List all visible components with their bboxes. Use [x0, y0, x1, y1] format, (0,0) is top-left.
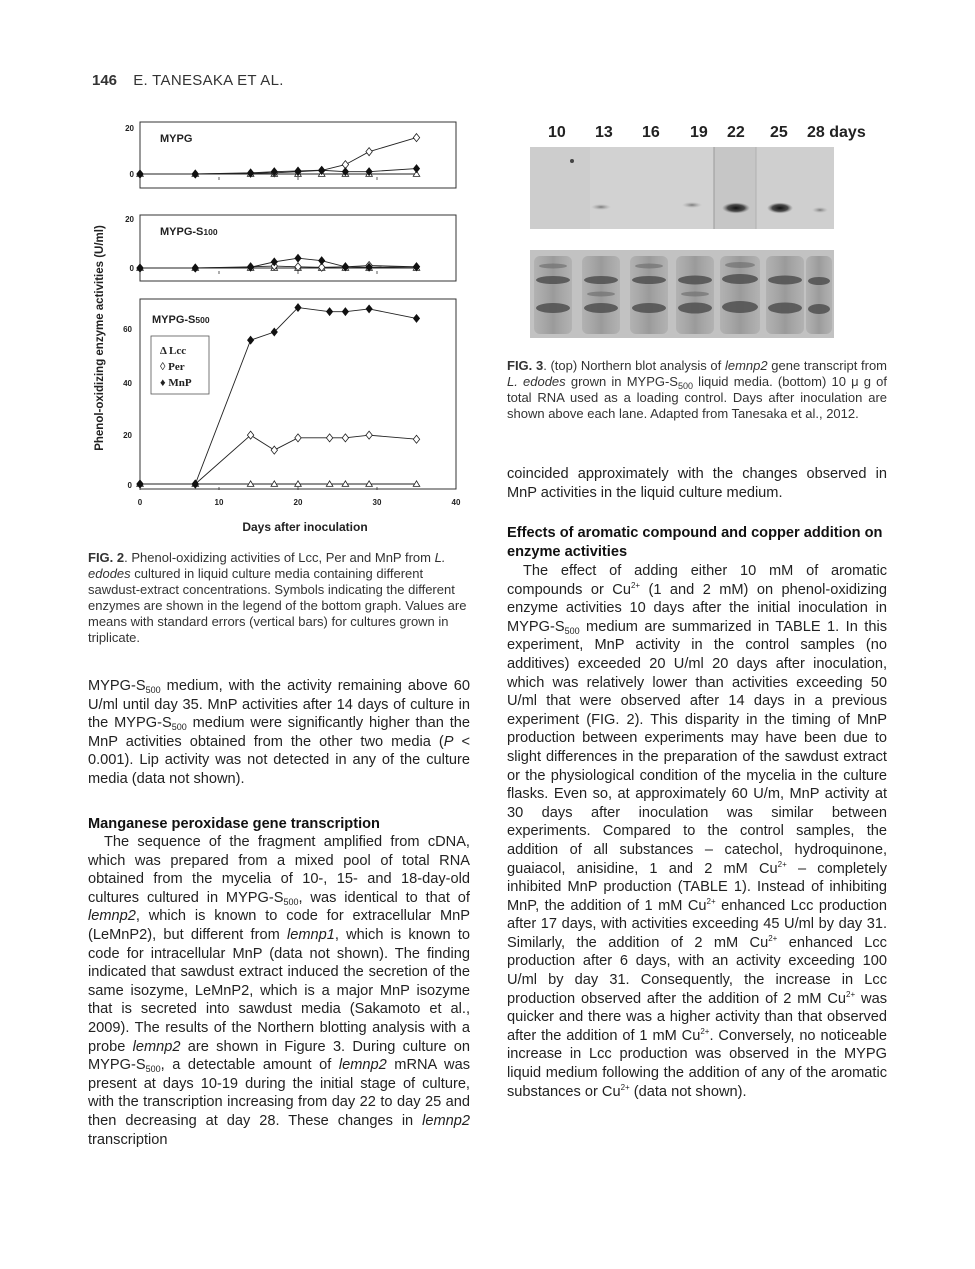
data-point-per	[366, 148, 372, 156]
data-point-per	[413, 134, 419, 142]
data-point-per	[413, 435, 419, 443]
data-point-per	[295, 434, 301, 442]
xtick-label: 20	[293, 498, 303, 507]
running-head-authors: E. TANESAKA ET AL.	[133, 72, 284, 89]
lane-label: 10	[548, 124, 566, 141]
fig2-xaxis	[138, 498, 461, 534]
data-point-mnp	[319, 257, 325, 265]
data-point-per	[342, 434, 348, 442]
fig2-panel-mypg-s500	[123, 299, 456, 490]
ytick-label: 60	[123, 325, 132, 334]
fig3-caption-label: FIG. 3	[507, 358, 544, 373]
fig2-panel-mypg	[125, 122, 456, 188]
heading-effects: Effects of aromatic compound and copper addition on enzyme activities	[507, 525, 883, 560]
series-line-mnp	[140, 308, 417, 484]
lane-label: 19	[690, 124, 708, 141]
data-point-mnp	[247, 336, 253, 344]
series-line-per	[140, 435, 417, 484]
xtick-label: 30	[372, 498, 382, 507]
lane-label: 13	[595, 124, 613, 141]
left-paragraph-1: MYPG-$S_{500}$ medium, with the activity remaining above 60 U/ml until day 35. MnP activities after 14 days of culture in the MYPG-$S_{500}$ medium were significantly higher than the MnP activities obtained from the other two media (P < 0.001). Lip activity was not detected in any of the culture media (data not shown).	[88, 678, 470, 787]
series-line-mnp	[140, 169, 417, 174]
fig3-lane-labels	[530, 124, 890, 146]
ytick-label: 0	[127, 481, 132, 490]
fig3-loading-control-gel	[530, 250, 834, 338]
ytick-label: 20	[125, 124, 134, 133]
legend-item-lcc: Δ Lcc	[160, 345, 187, 357]
fig2-ylabel: Phenol-oxidizing enzyme activities (U/ml)	[94, 225, 106, 451]
panel-label: MYPG	[160, 133, 193, 145]
fig2-caption-label: FIG. 2	[88, 550, 125, 565]
right-paragraph-continued: coincided approximately with the changes observed in MnP activities in the liquid culture medium.	[507, 466, 887, 501]
xtick-label: 10	[214, 498, 224, 507]
xtick-label: 40	[451, 498, 461, 507]
data-point-mnp	[366, 305, 372, 313]
fig3-northern-blot	[530, 147, 834, 229]
ytick-label: 0	[129, 170, 134, 179]
data-point-mnp	[342, 308, 348, 316]
data-point-per	[326, 434, 332, 442]
panel-label: MYPG-S500	[152, 314, 210, 326]
fig3-caption: FIG. 3. (top) Northern blot analysis of lemnp2 gene transcript from L. edodes grown in MYPG-$S_{500}$ liquid media. (bottom) 10 μ g of total RNA used as a loading control. Days after inoculation are shown above each lane. Adapted from Tanesaka et al., 2012.	[507, 358, 888, 421]
ytick-label: 0	[129, 264, 134, 273]
heading-mnp-transcription: Manganese peroxidase gene transcription	[88, 816, 380, 832]
data-point-mnp	[319, 166, 325, 174]
running-head	[92, 72, 284, 89]
legend-item-per: ◊ Per	[160, 361, 185, 373]
lane-label: 16	[642, 124, 660, 141]
ytick-label: 20	[123, 431, 132, 440]
data-point-per	[247, 431, 253, 439]
xtick-label: 0	[137, 498, 143, 507]
data-point-mnp	[326, 308, 332, 316]
data-point-mnp	[295, 254, 301, 262]
lane-label: 28 days	[807, 124, 866, 141]
lane-label: 22	[727, 124, 745, 141]
fig2-legend	[151, 336, 209, 394]
right-paragraph-3: The effect of adding either 10 mM of aromatic compounds or $Cu^{2+}$ (1 and 2 mM) on phenol-oxidizing enzyme activities 10 days after the initial inoculation in MYPG-$S_{500}$ medium are summarized in TABLE 1. In this experiment, MnP activity in the control samples (no additives) exceeded 20 U/ml 20 days after inoculation, which was relatively lower than activities exceeding 50 U/ml that were observed after 14 days in a previous experiment (FIG. 2). This disparity in the timing of MnP production between experiments may have been due to slight differences in the preparation of the sawdust extract or the physiological condition of the mycelia in the culture flasks. Even so, at approximately 60 U/m, MnP activity at 30 days after inoculation was similar between experiments. Compared to the control samples, the addition of all substances – catechol, hydroquinone, guaiacol, anisidine, 1 and 2 mM $Cu^{2+}$ – completely inhibited MnP production (TABLE 1). Instead of inhibiting MnP, the addition of 1 mM $Cu^{2+}$ enhanced Lcc production after 17 days, with activities exceeding 45 U/ml by day 31. Similarly, the addition of 2 mM $Cu^{2+}$ enhanced Lcc production after 6 days, with an activity exceeding 100 U/ml by day 31. Consequently, the increase in Lcc production observed after the addition of 2 mM $Cu^{2+}$ was quicker and there was a higher activity than that observed after the addition of 1 mM $Cu^{2+}$. Conversely, no noticeable increase in Lcc production was observed in the MYPG liquid medium following the addition of any of the aromatic substances or $Cu^{2+}$ (data not shown).	[507, 563, 887, 1100]
fig2-caption: FIG. 2. Phenol-oxidizing activities of Lcc, Per and MnP from L. edodes cultured in liquid culture media containing different sawdust-extract concentrations. Symbols indicating the different enzymes are shown in the legend of the bottom graph. Values are means with standard errors (vertical bars) for cultures grown in triplicate.	[88, 550, 467, 645]
data-point-per	[366, 431, 372, 439]
fig2-xlabel: Days after inoculation	[242, 520, 368, 534]
data-point-mnp	[413, 314, 419, 322]
data-point-per	[271, 446, 277, 454]
ytick-label: 20	[125, 215, 134, 224]
legend-item-mnp: ♦ MnP	[160, 377, 192, 389]
fig2-panel-mypg-s100	[125, 215, 456, 281]
ytick-label: 40	[123, 379, 132, 388]
fig2-chart	[88, 112, 468, 542]
left-paragraph-2: The sequence of the fragment amplified from cDNA, which was prepared from a mixed pool of total RNA obtained from the mycelia of 10-, 15- and 18-day-old cultures cultured in MYPG-$S_{500}$, was identical to that of lemnp2, which is known to code for extracellular MnP (LeMnP2), but different from lemnp1, which is known to code for intracellular MnP (data not shown). The finding indicated that sawdust extract induced the secretion of the same isozyme, LeMnP2, which is a major MnP isozyme that is secreted into sawdust media (Sakamoto et al., 2009). The results of the Northern blotting analysis with a probe lemnp2 are shown in Figure 3. During culture on MYPG-$S_{500}$, a detectable amount of lemnp2 mRNA was present at days 10-19 during the initial stage of culture, with the transcription increasing from day 22 to day 25 and then decreasing at day 28. These changes in lemnp2 transcription	[88, 834, 470, 1148]
data-point-mnp	[413, 165, 419, 173]
page-number: 146	[92, 72, 118, 89]
lane-label: 25	[770, 124, 788, 141]
panel-label: MYPG-S100	[160, 226, 218, 238]
